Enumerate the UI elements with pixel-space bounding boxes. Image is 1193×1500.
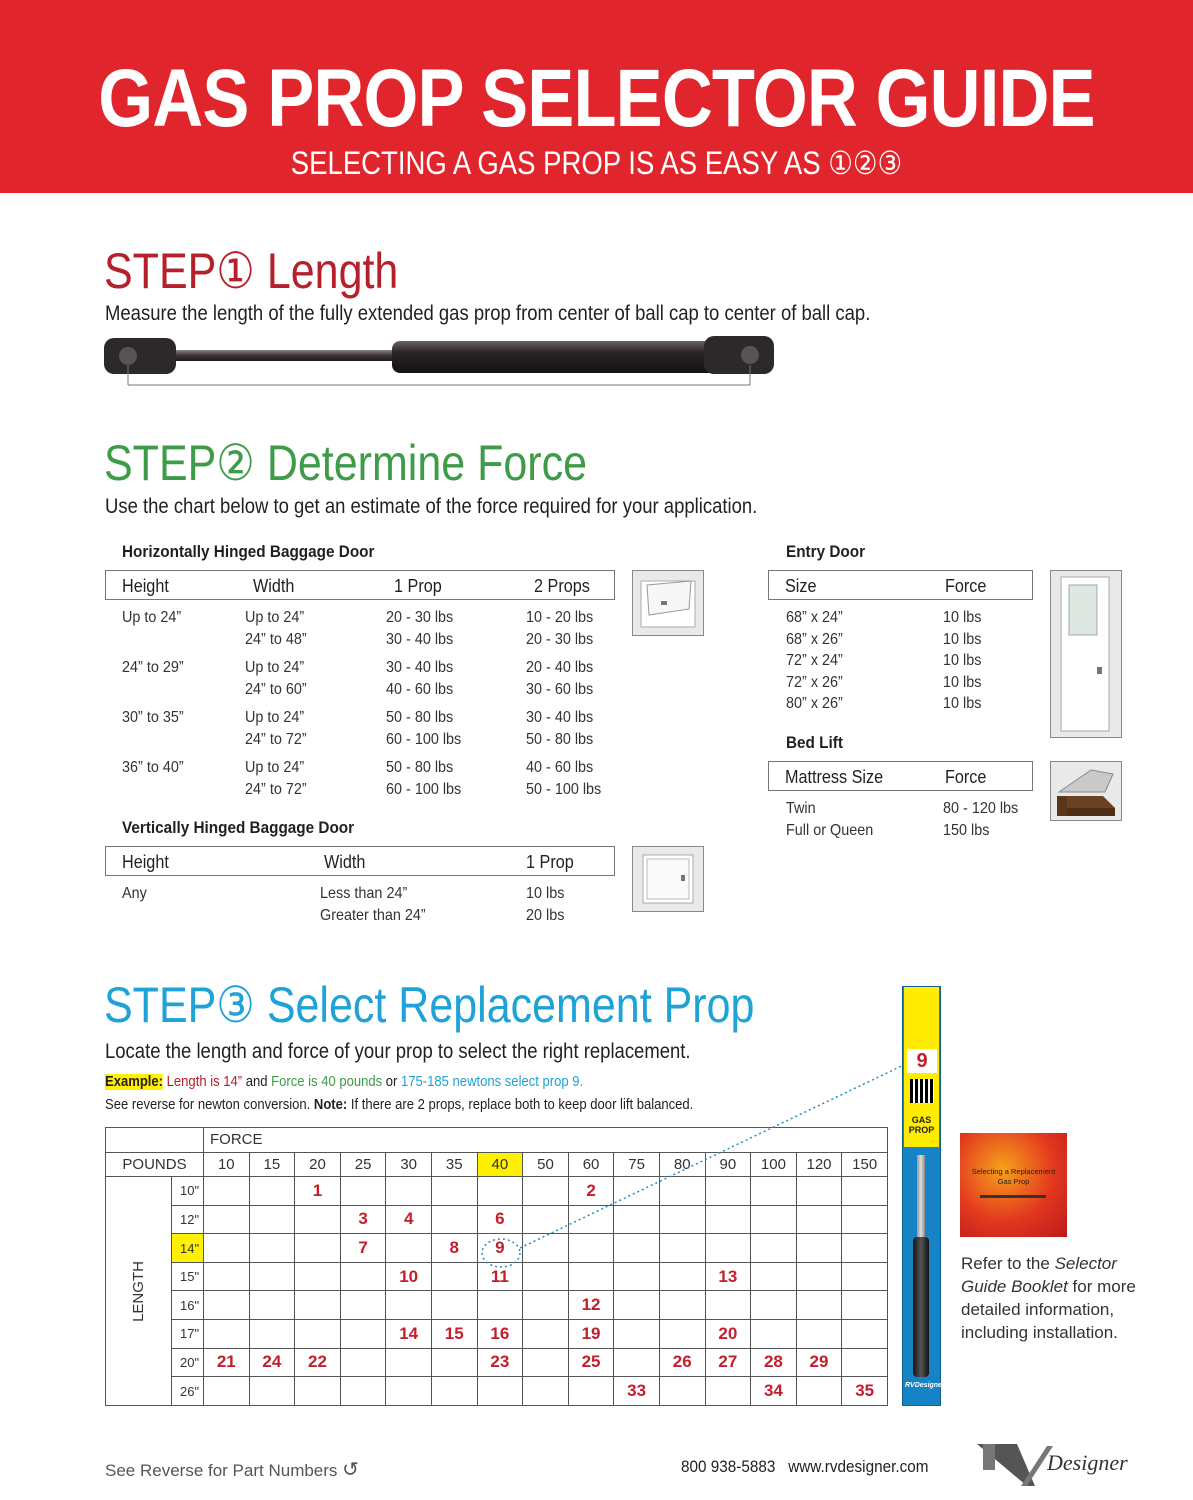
rotate-arrow-icon: ↺ (342, 1459, 359, 1481)
prop-number-cell: 19 (568, 1320, 614, 1349)
prop-number-cell: 22 (295, 1348, 341, 1377)
empty-cell (477, 1291, 523, 1320)
footer-phone: 800 938-5883 (681, 1457, 776, 1476)
example-length: Length is 14” (166, 1074, 243, 1090)
note-label: Note: (313, 1097, 348, 1113)
step1-label: STEP① (104, 243, 255, 299)
refer-2: for more detailed information, including installation. (961, 1277, 1136, 1342)
prop-number-cell: 10 (386, 1262, 432, 1291)
example-newtons: 175-185 newtons select prop 9. (401, 1074, 584, 1090)
empty-cell (295, 1234, 341, 1263)
prop-number-cell: 25 (568, 1348, 614, 1377)
note-text: If there are 2 props, replace both to keep door lift balanced. (350, 1097, 694, 1113)
baggage-door-icon (633, 571, 703, 635)
empty-cell (431, 1177, 477, 1206)
table-cell: 80” x 26” (786, 695, 843, 712)
empty-cell (204, 1177, 250, 1206)
force-header-cell: 90 (705, 1152, 751, 1177)
prop-number-cell: 1 (295, 1177, 341, 1206)
table-cell: 20 - 30 lbs (386, 609, 454, 626)
table-cell: 20 lbs (526, 907, 565, 924)
bed-lift-thumbnail (1050, 761, 1122, 821)
empty-cell (705, 1377, 751, 1406)
empty-cell (204, 1205, 250, 1234)
empty-cell (796, 1320, 842, 1349)
length-cell: 26" (172, 1377, 204, 1406)
table-cell: 150 lbs (943, 822, 990, 839)
table-cell: 30 - 40 lbs (386, 659, 454, 676)
prop-number-cell: 13 (705, 1262, 751, 1291)
table-cell: 10 lbs (943, 652, 982, 669)
horizontal-table-header (105, 570, 615, 600)
example-force: Force is 40 pounds (271, 1074, 383, 1090)
bed-table-header (768, 761, 1033, 791)
empty-cell (340, 1291, 386, 1320)
empty-cell (295, 1205, 341, 1234)
table-cell: 68” x 26” (786, 631, 843, 648)
prop-number-cell: 33 (614, 1377, 660, 1406)
note-prefix: See reverse for newton conversion. (105, 1097, 311, 1113)
prop-number-cell: 8 (431, 1234, 477, 1263)
table-cell: Up to 24” (122, 609, 182, 626)
empty-cell (340, 1320, 386, 1349)
empty-cell (340, 1177, 386, 1206)
table-cell: 10 lbs (526, 885, 565, 902)
prop-number-cell: 29 (796, 1348, 842, 1377)
table-cell: Greater than 24” (320, 907, 426, 924)
force-header-cell: 60 (568, 1152, 614, 1177)
bed-lift-icon (1051, 762, 1121, 820)
example-and: and (245, 1074, 268, 1090)
step2-description: Use the chart below to get an estimate of the force required for your application. (105, 495, 758, 518)
corner-cell (106, 1128, 204, 1153)
refer-italic: Selector Guide Booklet (961, 1254, 1117, 1296)
table-cell: 80 - 120 lbs (943, 800, 1019, 817)
empty-cell (386, 1234, 432, 1263)
package-cylinder (913, 1237, 929, 1377)
empty-cell (842, 1320, 888, 1349)
table-cell: 10 lbs (943, 674, 982, 691)
force-label: FORCE (204, 1128, 888, 1153)
table-cell: 50 - 80 lbs (386, 759, 454, 776)
table-cell: 24” to 72” (245, 781, 307, 798)
empty-cell (249, 1291, 295, 1320)
booklet-cover (960, 1133, 1067, 1237)
empty-cell (295, 1320, 341, 1349)
empty-cell (295, 1291, 341, 1320)
table-cell: Twin (786, 800, 816, 817)
empty-cell (523, 1377, 569, 1406)
empty-cell (386, 1377, 432, 1406)
force-header-cell: 40 (477, 1152, 523, 1177)
logo-text: Designer (1047, 1450, 1128, 1475)
table-row (106, 1377, 888, 1406)
vertical-table-header (105, 846, 615, 876)
empty-cell (842, 1348, 888, 1377)
bed-table-title: Bed Lift (786, 733, 843, 752)
empty-cell (386, 1348, 432, 1377)
empty-cell (249, 1177, 295, 1206)
prop-number-cell: 23 (477, 1348, 523, 1377)
empty-cell (431, 1205, 477, 1234)
empty-cell (614, 1291, 660, 1320)
example-label: Example: (105, 1074, 164, 1090)
force-header-cell: 35 (431, 1152, 477, 1177)
force-header-cell: 30 (386, 1152, 432, 1177)
table-row (106, 1348, 888, 1377)
force-header-cell: 25 (340, 1152, 386, 1177)
column-header: Height (122, 576, 169, 596)
empty-cell (659, 1291, 705, 1320)
refer-1: Refer to the (961, 1254, 1050, 1273)
table-cell: 36” to 40” (122, 759, 184, 776)
qr-code-icon (910, 1079, 934, 1103)
vertical-table-title: Vertically Hinged Baggage Door (122, 818, 355, 837)
prop-number-cell: 34 (751, 1377, 797, 1406)
entry-table-header (768, 570, 1033, 600)
table-cell: 30 - 60 lbs (526, 681, 594, 698)
empty-cell (705, 1291, 751, 1320)
prop-number-cell: 16 (477, 1320, 523, 1349)
empty-cell (249, 1377, 295, 1406)
column-header: 1 Prop (394, 576, 442, 596)
connector-line (520, 1062, 910, 1248)
empty-cell (796, 1377, 842, 1406)
vertical-door-icon (633, 847, 703, 911)
empty-cell (796, 1291, 842, 1320)
empty-cell (295, 1262, 341, 1291)
table-cell: 24” to 48” (245, 631, 307, 648)
force-header-cell: 100 (751, 1152, 797, 1177)
length-cell: 15" (172, 1262, 204, 1291)
page-subtitle: SELECTING A GAS PROP IS AS EASY AS ①②③ (290, 145, 903, 181)
table-cell: 40 - 60 lbs (386, 681, 454, 698)
empty-cell (204, 1377, 250, 1406)
empty-cell (386, 1291, 432, 1320)
footer-reverse (105, 1457, 359, 1482)
booklet-title: Selecting a Replacement Gas Prop (971, 1167, 1056, 1186)
table-cell: 40 - 60 lbs (526, 759, 594, 776)
length-cell: 16" (172, 1291, 204, 1320)
table-cell: 20 - 30 lbs (526, 631, 594, 648)
empty-cell (431, 1262, 477, 1291)
table-cell: Up to 24” (245, 609, 305, 626)
length-cell: 20" (172, 1348, 204, 1377)
table-cell: 60 - 100 lbs (386, 731, 462, 748)
column-header: Size (785, 576, 817, 596)
column-header: Width (324, 852, 366, 872)
table-row (106, 1291, 888, 1320)
table-cell: 72” x 26” (786, 674, 843, 691)
highlight-circle (482, 1239, 520, 1267)
table-cell: 20 - 40 lbs (526, 659, 594, 676)
prop-number-cell: 21 (204, 1348, 250, 1377)
step1-description: Measure the length of the fully extended gas prop from center of ball cap to center of ball cap. (105, 302, 871, 325)
step3-title: Select Replacement Prop (266, 977, 755, 1033)
empty-cell (340, 1377, 386, 1406)
force-header-cell: 75 (614, 1152, 660, 1177)
step2-label: STEP② (104, 435, 255, 491)
column-header: Force (945, 576, 987, 596)
table-cell: Up to 24” (245, 709, 305, 726)
footer-reverse-text: See Reverse for Part Numbers (105, 1461, 338, 1480)
empty-cell (614, 1348, 660, 1377)
empty-cell (386, 1177, 432, 1206)
prop-number-cell: 4 (386, 1205, 432, 1234)
prop-number-cell: 26 (659, 1348, 705, 1377)
table-cell: 60 - 100 lbs (386, 781, 462, 798)
column-header: Height (122, 852, 169, 872)
empty-cell (249, 1320, 295, 1349)
empty-cell (204, 1262, 250, 1291)
empty-cell (249, 1234, 295, 1263)
prop-number-cell: 6 (477, 1205, 523, 1234)
prop-number-cell: 7 (340, 1234, 386, 1263)
empty-cell (249, 1205, 295, 1234)
length-cell: 14" (172, 1234, 204, 1263)
empty-cell (431, 1377, 477, 1406)
step1-heading (104, 242, 398, 300)
empty-cell (340, 1262, 386, 1291)
force-header-cell: 15 (249, 1152, 295, 1177)
prop-number-cell: 28 (751, 1348, 797, 1377)
prop-number-cell: 3 (340, 1205, 386, 1234)
empty-cell (295, 1377, 341, 1406)
table-cell: Up to 24” (245, 759, 305, 776)
prop-number-cell: 14 (386, 1320, 432, 1349)
table-cell: 24” to 29” (122, 659, 184, 676)
force-header-cell: 120 (796, 1152, 842, 1177)
vertical-door-thumbnail (632, 846, 704, 912)
entry-door-thumbnail (1050, 570, 1122, 738)
length-cell: 10" (172, 1177, 204, 1206)
step3-description: Locate the length and force of your prop to select the right replacement. (105, 1040, 691, 1063)
table-cell: 10 lbs (943, 695, 982, 712)
footer-website[interactable]: www.rvdesigner.com (788, 1457, 929, 1476)
empty-cell (659, 1377, 705, 1406)
booklet-prop-icon (980, 1195, 1046, 1198)
prop-number-cell: 35 (842, 1377, 888, 1406)
force-header-cell: 10 (204, 1152, 250, 1177)
column-header: Mattress Size (785, 767, 884, 787)
length-cell: 12" (172, 1205, 204, 1234)
empty-cell (204, 1291, 250, 1320)
empty-cell (431, 1291, 477, 1320)
prop-number-cell: 24 (249, 1348, 295, 1377)
empty-cell (659, 1320, 705, 1349)
empty-cell (249, 1262, 295, 1291)
rv-designer-logo (977, 1436, 1135, 1492)
step2-title: Determine Force (266, 435, 588, 491)
example-connector (480, 1050, 920, 1280)
table-cell: Less than 24” (320, 885, 408, 902)
table-cell: 30” to 35” (122, 709, 184, 726)
empty-cell (477, 1377, 523, 1406)
empty-cell (523, 1320, 569, 1349)
step3-label: STEP③ (104, 977, 255, 1033)
table-cell: Full or Queen (786, 822, 874, 839)
prop-number-cell: 12 (568, 1291, 614, 1320)
empty-cell (751, 1291, 797, 1320)
empty-cell (523, 1291, 569, 1320)
pounds-label: POUNDS (106, 1152, 204, 1177)
package-label (904, 987, 939, 1147)
empty-cell (204, 1320, 250, 1349)
table-cell: 10 - 20 lbs (526, 609, 594, 626)
prop-number-cell: 2 (568, 1177, 614, 1206)
booklet-reference (961, 1252, 1136, 1344)
prop-number-cell: 11 (477, 1262, 523, 1291)
table-cell: 24” to 60” (245, 681, 307, 698)
prop-number-cell: 15 (431, 1320, 477, 1349)
prop-number-cell: 20 (705, 1320, 751, 1349)
force-header-cell: 80 (659, 1152, 705, 1177)
step3-heading (104, 976, 754, 1034)
table-row (106, 1320, 888, 1349)
example-or: or (385, 1074, 398, 1090)
empty-cell (842, 1291, 888, 1320)
gas-prop-image (104, 335, 784, 387)
prop-number-cell: 9 (477, 1234, 523, 1263)
length-cell: 17" (172, 1320, 204, 1349)
column-header: Force (945, 767, 987, 787)
entry-door-icon (1051, 571, 1121, 737)
table-cell: 24” to 72” (245, 731, 307, 748)
empty-cell (523, 1348, 569, 1377)
empty-cell (340, 1348, 386, 1377)
table-cell: 50 - 100 lbs (526, 781, 602, 798)
table-cell: 30 - 40 lbs (386, 631, 454, 648)
table-cell: 72” x 24” (786, 652, 843, 669)
empty-cell (614, 1320, 660, 1349)
header-banner (0, 0, 1193, 193)
table-cell: 68” x 24” (786, 609, 843, 626)
table-cell: 10 lbs (943, 609, 982, 626)
package-type: GAS PROP (908, 1115, 935, 1135)
table-cell: 50 - 80 lbs (386, 709, 454, 726)
step2-heading (104, 434, 587, 492)
horizontal-table-title: Horizontally Hinged Baggage Door (122, 542, 375, 561)
prop-number-cell: 27 (705, 1348, 751, 1377)
package-brand: RVDesigner (905, 1382, 945, 1389)
empty-cell (751, 1320, 797, 1349)
column-header: 2 Props (534, 576, 590, 596)
column-header: 1 Prop (526, 852, 574, 872)
package-number: 9 (907, 1049, 937, 1073)
force-header-cell: 150 (842, 1152, 888, 1177)
table-cell: 30 - 40 lbs (526, 709, 594, 726)
force-header-cell: 50 (523, 1152, 569, 1177)
length-label: LENGTH (130, 1260, 147, 1322)
force-header-cell: 20 (295, 1152, 341, 1177)
empty-cell (568, 1377, 614, 1406)
entry-table-title: Entry Door (786, 542, 866, 561)
step1-title: Length (266, 243, 399, 299)
baggage-door-thumbnail (632, 570, 704, 636)
column-header: Width (253, 576, 295, 596)
page-title: GAS PROP SELECTOR GUIDE (98, 53, 1095, 144)
table-cell: 50 - 80 lbs (526, 731, 594, 748)
length-axis-label (106, 1177, 172, 1406)
table-cell: Any (122, 885, 147, 902)
footer-contact (681, 1457, 929, 1477)
table-cell: 10 lbs (943, 631, 982, 648)
table-cell: Up to 24” (245, 659, 305, 676)
empty-cell (431, 1348, 477, 1377)
empty-cell (204, 1234, 250, 1263)
prop-package (902, 986, 945, 1406)
